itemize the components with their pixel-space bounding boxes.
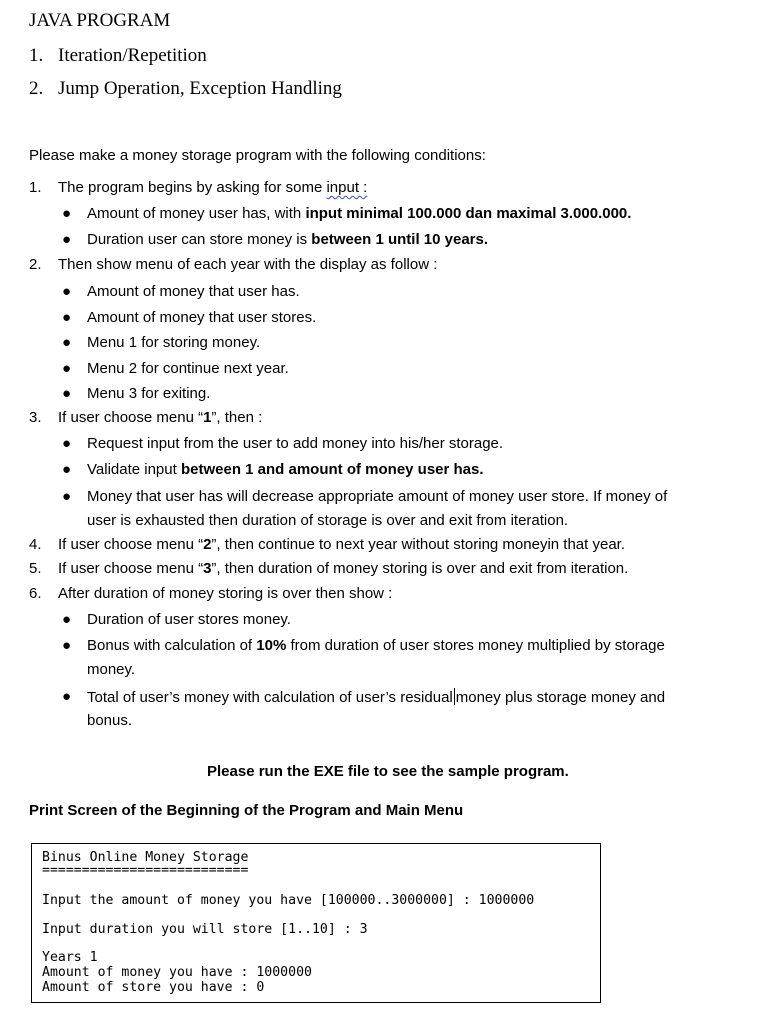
step-3-bullet: Request input from the user to add money into his/her storage. — [87, 435, 504, 452]
bullet-icon: ● — [62, 637, 72, 654]
bullet-icon: ● — [62, 334, 72, 351]
step-3-bullet: Money that user has will decrease appropriate amount of money user store. If money of — [87, 488, 668, 505]
step-number: 4. — [29, 536, 42, 553]
step-number: 1. — [29, 179, 42, 196]
step-6-bullet-cont: bonus. — [87, 712, 133, 729]
console-input-duration: Input duration you will store [1..10] : 3 — [42, 922, 368, 937]
console-divider: ========================== — [42, 863, 249, 878]
console-money-have: Amount of money you have : 1000000 — [42, 965, 312, 980]
step-2-bullet: Menu 1 for storing money. — [87, 334, 261, 351]
console-input-amount: Input the amount of money you have [100000..3000000] : 1000000 — [42, 893, 535, 908]
step-3-text: If user choose menu “1”, then : — [58, 409, 263, 426]
bullet-icon: ● — [62, 435, 72, 452]
step-2-text: Then show menu of each year with the display as follow : — [58, 256, 438, 273]
step-2-bullet: Menu 2 for continue next year. — [87, 360, 289, 377]
topic-item: Jump Operation, Exception Handling — [58, 78, 342, 99]
step-number: 2. — [29, 256, 42, 273]
run-note: Please run the EXE file to see the sample program. — [207, 763, 569, 780]
step-4-text: If user choose menu “2”, then continue to next year without storing moneyin that year. — [58, 536, 625, 553]
step-6-bullet: Duration of user stores money. — [87, 611, 291, 628]
step-1-text: The program begins by asking for some input : — [58, 179, 368, 196]
step-6-bullet: Total of user’s money with calculation of user’s residual money plus storage money and — [87, 689, 666, 706]
step-number: 5. — [29, 560, 42, 577]
step-2-bullet: Menu 3 for exiting. — [87, 385, 211, 402]
bullet-icon: ● — [62, 231, 72, 248]
bullet-icon: ● — [62, 461, 72, 478]
bullet-icon: ● — [62, 205, 72, 222]
step-6-bullet-cont: money. — [87, 661, 136, 678]
step-3-bullet-cont: user is exhausted then duration of storage is over and exit from iteration. — [87, 512, 569, 529]
step-1-bullet: Duration user can store money is between 1 until 10 years. — [87, 231, 489, 248]
bullet-icon: ● — [62, 688, 72, 705]
document-title: JAVA PROGRAM — [29, 10, 171, 31]
text-cursor — [454, 688, 455, 705]
spellcheck-word: input : — [326, 179, 368, 196]
topic-item: Iteration/Repetition — [58, 45, 207, 66]
step-1-bullet: Amount of money user has, with input minimal 100.000 dan maximal 3.000.000. — [87, 205, 632, 222]
step-number: 6. — [29, 585, 42, 602]
console-store-have: Amount of store you have : 0 — [42, 980, 265, 995]
bullet-icon: ● — [62, 488, 72, 505]
bullet-icon: ● — [62, 385, 72, 402]
intro-text: Please make a money storage program with the following conditions: — [29, 147, 486, 164]
step-6-text: After duration of money storing is over then show : — [58, 585, 393, 602]
bullet-icon: ● — [62, 309, 72, 326]
topic-number: 2. — [29, 78, 44, 99]
step-number: 3. — [29, 409, 42, 426]
console-screenshot — [31, 843, 601, 1003]
print-screen-heading: Print Screen of the Beginning of the Program and Main Menu — [29, 802, 464, 819]
step-2-bullet: Amount of money that user stores. — [87, 309, 317, 326]
step-6-bullet: Bonus with calculation of 10% from duration of user stores money multiplied by storage — [87, 637, 665, 654]
step-3-bullet: Validate input between 1 and amount of money user has. — [87, 461, 484, 478]
console-title: Binus Online Money Storage — [42, 850, 249, 865]
step-2-bullet: Amount of money that user has. — [87, 283, 300, 300]
bullet-icon: ● — [62, 283, 72, 300]
step-5-text: If user choose menu “3”, then duration of money storing is over and exit from iteration. — [58, 560, 629, 577]
bullet-icon: ● — [62, 360, 72, 377]
topic-number: 1. — [29, 45, 44, 66]
bullet-icon: ● — [62, 611, 72, 628]
console-years: Years 1 — [42, 950, 98, 965]
